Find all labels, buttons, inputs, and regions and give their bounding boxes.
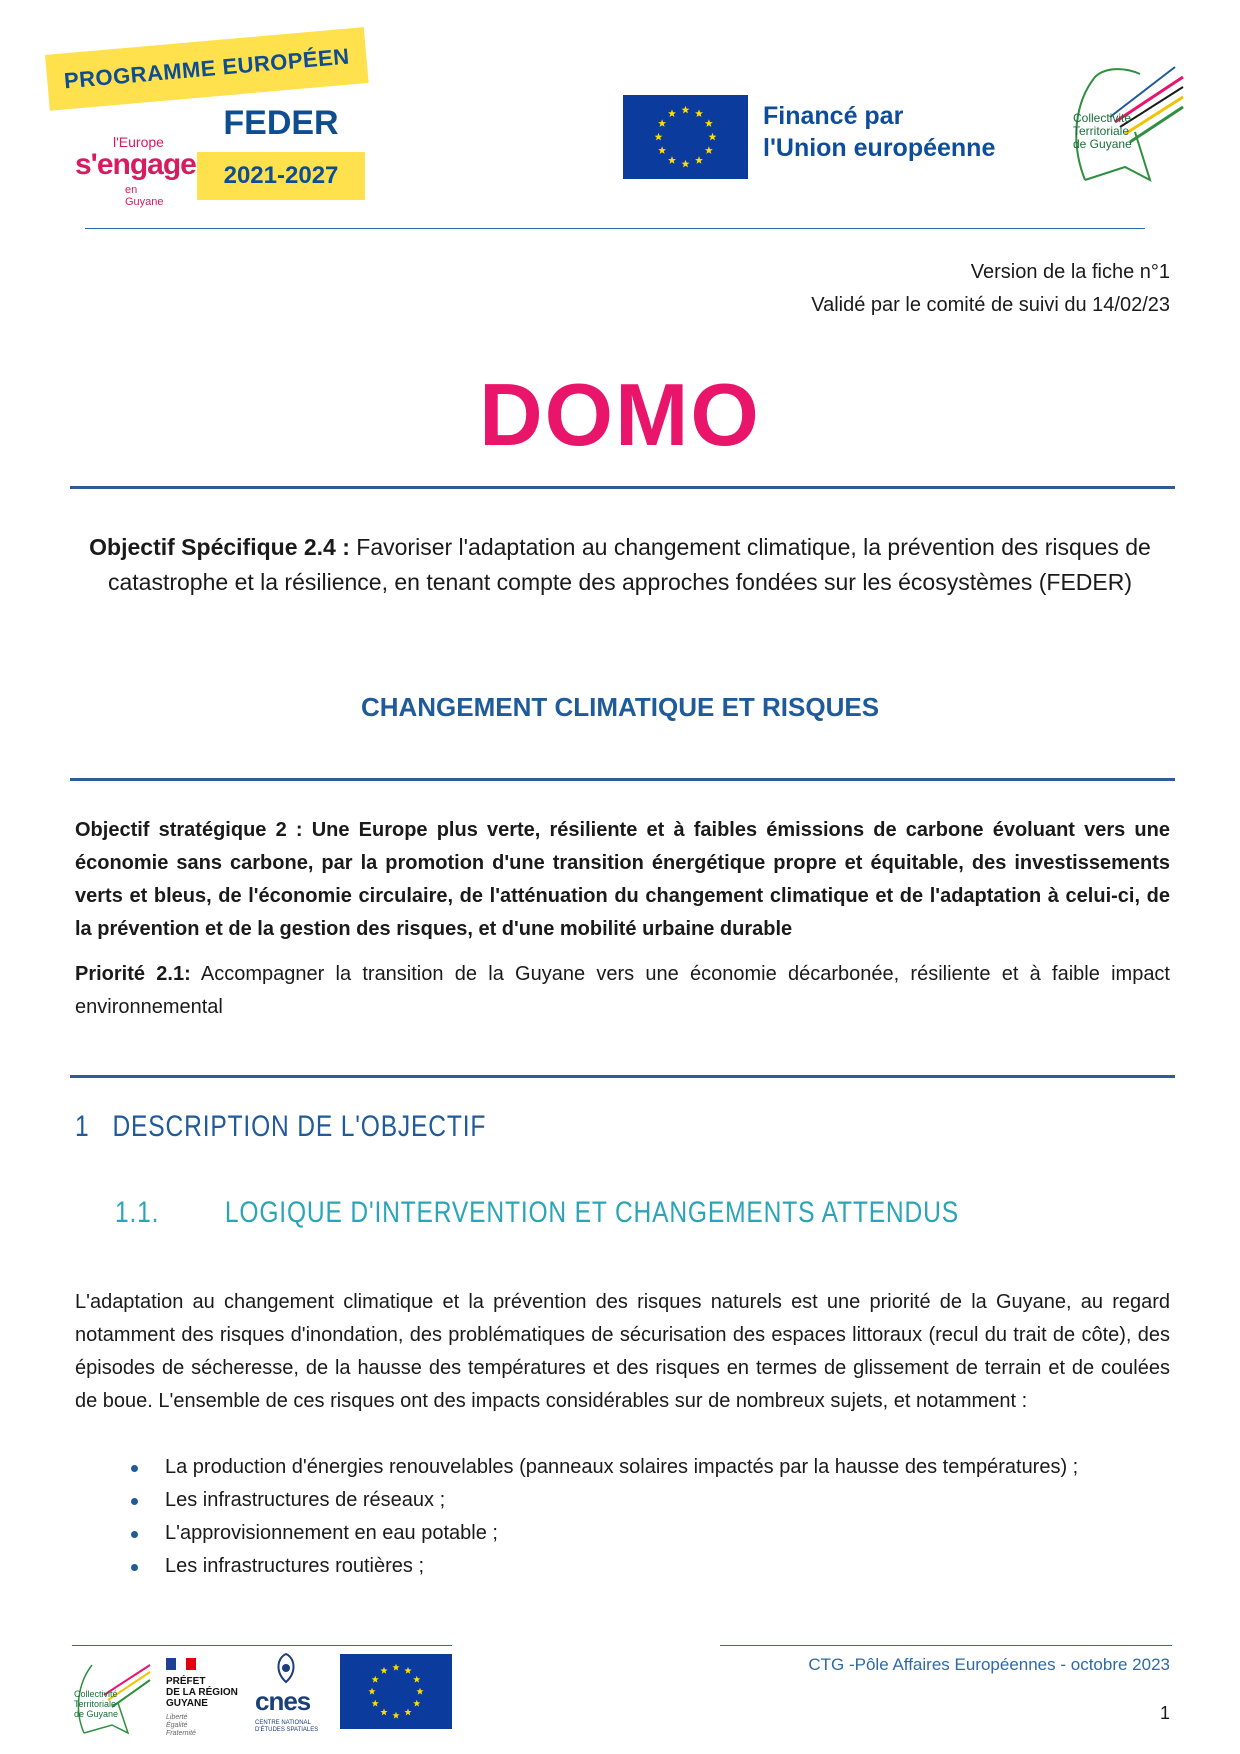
eu-star-icon	[380, 1708, 387, 1715]
list-item	[75, 1484, 1170, 1517]
eu-star-icon	[368, 1688, 375, 1695]
bullet-icon	[131, 1531, 138, 1538]
eu-star-icon	[392, 1712, 399, 1719]
list-item-text: L'approvisionnement en eau potable ;	[165, 1522, 498, 1544]
eu-star-icon	[380, 1667, 387, 1674]
europe-engage-line2: s'engage	[75, 148, 196, 181]
bullet-list	[75, 1451, 1170, 1583]
ctg-logo	[1065, 62, 1185, 182]
eu-star-icon	[695, 156, 703, 164]
version-block	[811, 256, 1170, 322]
list-item-text: Les infrastructures de réseaux ;	[165, 1489, 446, 1511]
eu-funding-line2: l'Union européenne	[763, 134, 996, 162]
cnes-logo	[253, 1652, 328, 1732]
priorite-label: Priorité 2.1:	[75, 963, 191, 985]
eu-star-icon	[668, 156, 676, 164]
bullet-icon	[131, 1498, 138, 1505]
eu-star-icon	[372, 1700, 379, 1707]
cnes-name: cnes	[255, 1686, 311, 1716]
footer-org-text: CTG -Pôle Affaires Européennes - octobre 2023	[808, 1655, 1170, 1674]
europe-engage-line3: en Guyane	[125, 184, 164, 208]
list-item	[75, 1517, 1170, 1550]
prefet-line2: DE LA RÉGION	[166, 1687, 238, 1698]
eu-star-icon	[658, 146, 666, 154]
eu-funding-text	[763, 100, 1063, 164]
title-divider	[70, 486, 1175, 489]
footer-ctg-line3: de Guyane	[74, 1709, 119, 1719]
footer-ctg-line1: Collectivité	[74, 1689, 118, 1699]
list-item	[75, 1550, 1170, 1583]
document-title: DOMO	[479, 365, 761, 464]
eu-star-icon	[682, 106, 690, 114]
prefet-motto-2: Égalité	[166, 1722, 188, 1729]
footer-ctg-logo	[72, 1655, 152, 1735]
eu-star-icon	[404, 1708, 411, 1715]
cnes-subtitle	[255, 1720, 318, 1734]
eu-flag-icon	[623, 95, 748, 179]
eu-star-icon	[668, 109, 676, 117]
prefet-line3: GUYANE	[166, 1698, 208, 1709]
europe-engage-logo	[75, 134, 196, 208]
section-subtitle: CHANGEMENT CLIMATIQUE ET RISQUES	[360, 692, 880, 722]
feder-years: 2021-2027	[197, 152, 365, 200]
footer-divider-right	[720, 1645, 1172, 1646]
eu-star-icon	[705, 119, 713, 127]
list-item-text: Les infrastructures routières ;	[165, 1555, 424, 1577]
priorite-divider	[70, 1075, 1175, 1078]
programme-banner	[45, 27, 369, 111]
eu-star-icon	[413, 1676, 420, 1683]
ctg-line3: de Guyane	[1073, 137, 1132, 151]
priorite	[75, 958, 1170, 1024]
ctg-text	[1073, 112, 1132, 151]
feder-label: FEDER	[223, 104, 339, 142]
eu-star-icon	[682, 160, 690, 168]
list-item	[75, 1451, 1170, 1484]
list-item-text: La production d'énergies renouvelables (panneaux solaires impactés par la hausse des températures) ;	[165, 1456, 1079, 1478]
ctg-line1: Collectivité	[1073, 111, 1132, 125]
heading-1-1	[115, 1196, 959, 1230]
eu-star-icon	[416, 1688, 423, 1695]
footer-ctg-text	[74, 1689, 118, 1719]
header-divider	[85, 228, 1145, 229]
heading-1	[75, 1110, 486, 1144]
objectif-strategique: Objectif stratégique 2 : Une Europe plus verte, résiliente et à faibles émissions de carbone évoluant vers une économie sans carbone, par la promotion d'une transition énergétique propre et équitable, des investissements verts et bleus, de l'économie circulaire, de l'atténuation du changement climatique et de l'adaptation à celui-ci, de la prévention et de la gestion des risques, et d'une mobilité urbaine durable	[75, 819, 1170, 940]
heading-1-title: DESCRIPTION DE L'OBJECTIF	[112, 1110, 487, 1143]
cnes-emblem-icon	[271, 1652, 301, 1684]
eu-funding-line1: Financé par	[763, 102, 904, 130]
heading-1-1-number: 1.1.	[115, 1196, 160, 1229]
bullet-icon	[131, 1465, 138, 1472]
prefet-line1: PRÉFET	[166, 1676, 206, 1687]
body-paragraph: L'adaptation au changement climatique et la prévention des risques naturels est une priorité de la Guyane, au regard notamment des risques d'inondation, des problématiques de sécurisation des espaces littoraux (recul du trait de côte), des épisodes de sécheresse, de la hausse des températures et des risques en termes de glissement de terrain et de coulées de boue. L'ensemble de ces risques ont des impacts considérables sur de nombreux sujets, et notamment :	[75, 1291, 1170, 1412]
version-line2: Validé par le comité de suivi du 14/02/23	[811, 294, 1170, 316]
objectif-specifique-label: Objectif Spécifique 2.4 :	[89, 534, 350, 560]
ctg-line2: Territoriale	[1073, 124, 1130, 138]
prefet-motto-1: Liberté	[166, 1714, 188, 1721]
priorite-text: Accompagner la transition de la Guyane vers une économie décarbonée, résiliente et à faible impact environnemental	[75, 963, 1170, 1018]
eu-star-icon	[705, 146, 713, 154]
prefet-motto-3: Fraternité	[166, 1730, 196, 1737]
eu-star-icon	[709, 133, 717, 141]
prefet-motto	[166, 1714, 196, 1738]
objectif-specifique	[70, 530, 1170, 600]
cnes-sub1: CENTRE NATIONAL	[255, 1720, 311, 1726]
heading-1-1-title: LOGIQUE D'INTERVENTION ET CHANGEMENTS ATTENDUS	[224, 1196, 959, 1229]
objectif-specifique-text: Favoriser l'adaptation au changement climatique, la prévention des risques de catastrophe et la résilience, en tenant compte des approches fondées sur les écosystèmes (FEDER)	[107, 534, 1151, 595]
eu-star-icon	[655, 133, 663, 141]
cnes-sub2: D'ÉTUDES SPATIALES	[255, 1727, 319, 1733]
prefet-text	[166, 1676, 238, 1709]
feder-logo	[197, 104, 365, 200]
programme-label: PROGRAMME EUROPÉEN	[62, 43, 351, 94]
french-flag-icon	[166, 1658, 196, 1670]
eu-star-icon	[392, 1664, 399, 1671]
eu-star-icon	[413, 1700, 420, 1707]
subtitle-divider	[70, 778, 1175, 781]
page-number: 1	[1159, 1703, 1170, 1723]
eu-star-icon	[658, 119, 666, 127]
prefet-logo	[164, 1658, 244, 1738]
europe-engage-line1: l'Europe	[113, 134, 164, 150]
footer-eu-flag-icon	[340, 1654, 452, 1729]
heading-1-number: 1	[75, 1110, 90, 1143]
eu-star-icon	[404, 1667, 411, 1674]
bullet-icon	[131, 1564, 138, 1571]
eu-star-icon	[695, 109, 703, 117]
footer-ctg-line2: Territoriale	[74, 1699, 117, 1709]
eu-star-icon	[372, 1676, 379, 1683]
footer-divider-left	[72, 1645, 452, 1646]
version-line1: Version de la fiche n°1	[970, 261, 1170, 283]
